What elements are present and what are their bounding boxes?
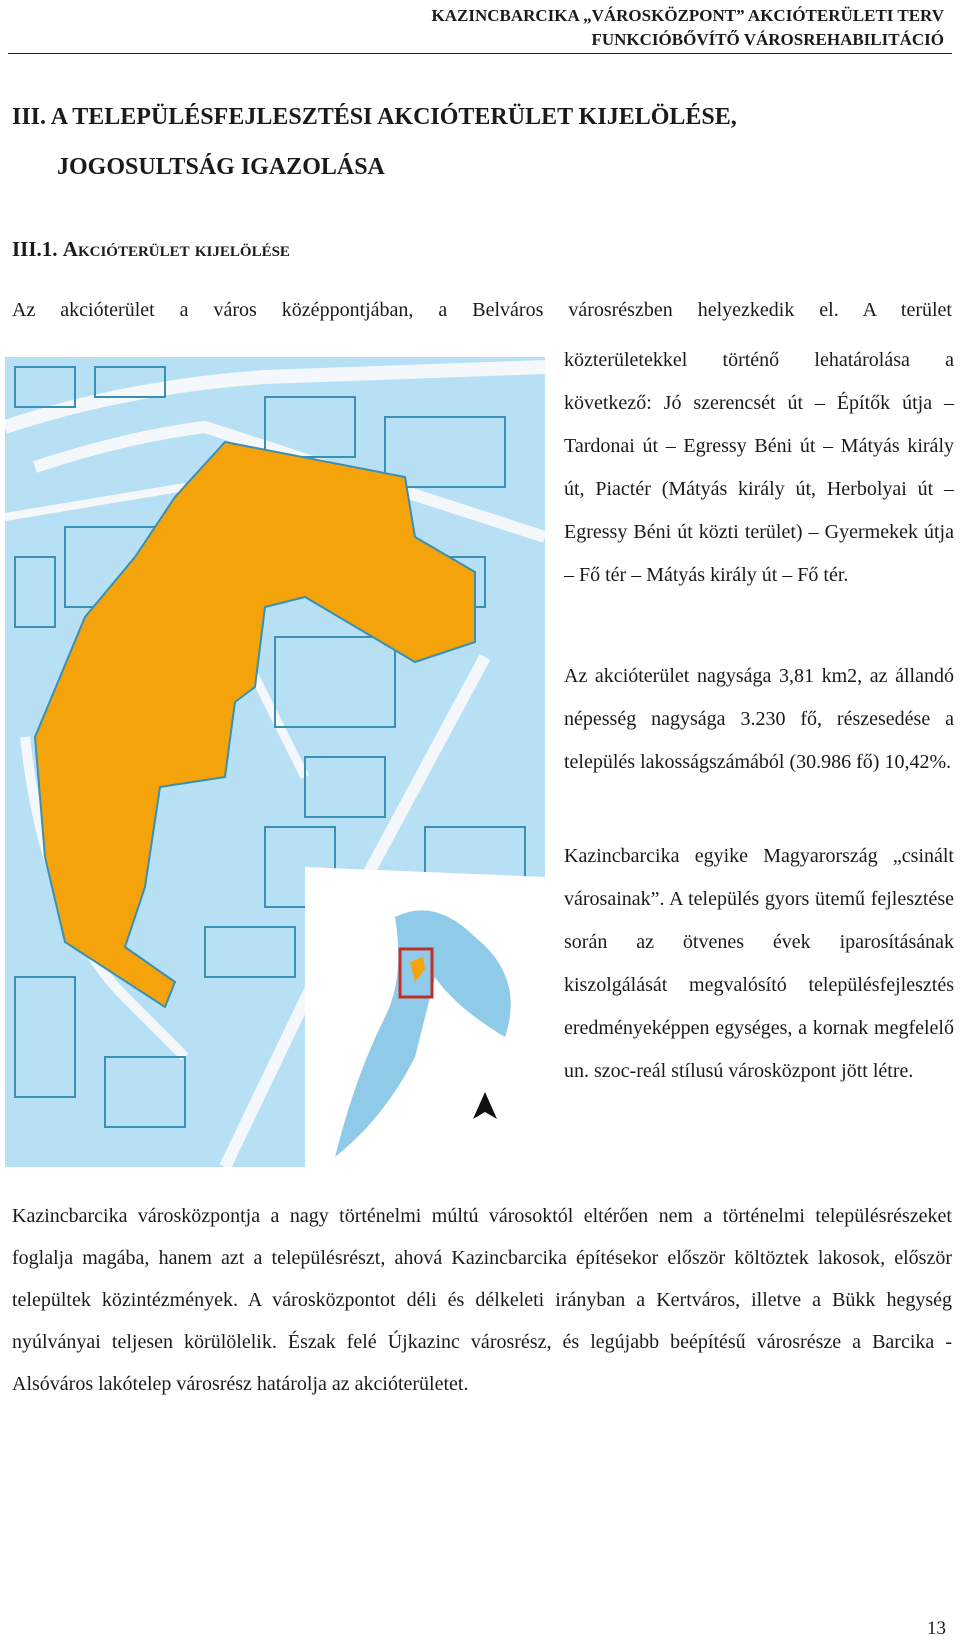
side-paragraph-area-size [564,655,954,784]
intro-line: Az akcióterület a város középpontjában, a Belváros városrészben helyezkedik el. A terület [12,299,952,321]
header-title: KAZINCBARCIKA „VÁROSKÖZPONT” AKCIÓTERÜLETI TERV [431,6,944,25]
area-size-text: Az akcióterület nagysága 3,81 km2, az állandó népesség nagysága 3.230 fő, részesedése a település lakosságszámából (30.986 fő) 10,42%. [564,665,954,773]
section-number: III.1. [12,237,58,261]
boundaries-text: közterületekkel történő lehatárolása a következő: Jó szerencsét út – Építők útja – Tardonai út – Egressy Béni út – Mátyás király út, Piactér (Mátyás király út, Herbolyai út – Egressy Béni út közti terület) – Gyermekek útja – Fő tér – Mátyás király út – Fő tér. [564,349,954,586]
side-paragraph-boundaries [564,339,954,597]
header-subtitle: FUNKCIÓBŐVÍTŐ VÁROSREHABILITÁCIÓ [591,30,944,49]
side-paragraph-history [564,835,954,1093]
running-header [432,4,945,52]
header-rule [8,53,952,54]
chapter-heading-line2: JOGOSULTSÁG IGAZOLÁSA [57,154,385,180]
history-text: Kazincbarcika egyike Magyarország „csinált városainak”. A település gyors ütemű fejlesztése során az ötvenes évek iparosításának kiszolgálását megvalósító településfejlesztés eredményeképpen egységes, a kornak megfelelő un. szoc-reál stílusú városközpont jött létre. [564,845,954,1082]
section-title: Akcióterület kijelölése [62,237,290,261]
section-heading [12,234,290,264]
chapter-heading [12,92,912,192]
page-number: 13 [927,1618,946,1639]
body-paragraph: Kazincbarcika városközpontja a nagy történelmi múltú városoktól eltérően nem a történelmi településrészeket foglalja magába, hanem azt a településrészt, ahová Kazincbarcika építésekor először költöztek lakosok, először települtek közintézmények. A városközpontot déli és délkeleti irányban a Kertváros, illetve a Bükk hegység nyúlványai teljesen körülölelik. Észak felé Újkazinc városrész, és legújabb beépítésű városrésze a Barcika - Alsóváros lakótelep városrész határolja az akcióterületet. [12,1205,952,1395]
chapter-heading-line1: III. A TELEPÜLÉSFEJLESZTÉSI AKCIÓTERÜLET KIJELÖLÉSE, [12,104,737,130]
action-area-map [5,357,545,1167]
